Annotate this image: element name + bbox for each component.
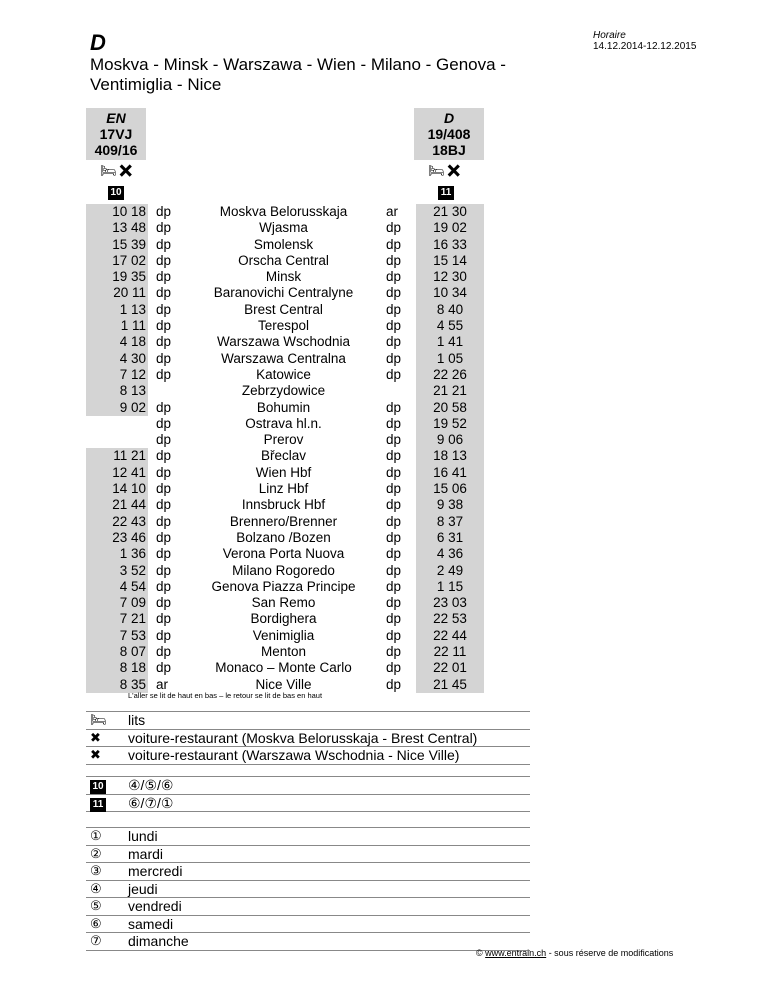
departure-time-right: 22 44 xyxy=(416,628,484,644)
action-left: dp xyxy=(156,481,172,497)
departure-time-right: 16 41 xyxy=(416,465,484,481)
departure-time-right: 6 31 xyxy=(416,530,484,546)
direction-note: L'aller se lit de haut en bas – le retour se lit de bas en haut xyxy=(128,691,323,700)
action-left: dp xyxy=(156,660,172,676)
train-left-number: 17VJ xyxy=(99,126,133,142)
action-right: dp xyxy=(386,252,402,268)
action-right: dp xyxy=(386,611,402,627)
days-badge-right xyxy=(438,182,454,200)
action-right: dp xyxy=(386,464,402,480)
station-name: Baranovichi Centralyne xyxy=(213,285,354,301)
station-name: Warszawa Wschodnia xyxy=(216,334,351,350)
legend-symbol-icon: ② xyxy=(90,845,102,861)
departure-time-right: 16 33 xyxy=(416,237,484,253)
legend-symbol xyxy=(90,777,106,794)
legend-symbol-icon: ⑤ xyxy=(90,898,102,913)
departure-time-left: 17 02 xyxy=(86,253,148,269)
action-left: dp xyxy=(156,448,172,464)
footer xyxy=(476,948,673,958)
train-right-type: D xyxy=(443,110,455,126)
station-name: Břeclav xyxy=(260,448,306,464)
action-right: ar xyxy=(386,204,399,219)
horaire-label: Horaire xyxy=(593,30,626,41)
legend-text: lundi xyxy=(128,828,158,844)
legend-symbol-icon: ① xyxy=(90,828,102,843)
legend-symbol xyxy=(90,795,106,812)
station-name: Linz Hbf xyxy=(258,481,309,497)
action-right: dp xyxy=(386,220,402,236)
action-right: dp xyxy=(386,350,402,366)
station-name: Bohumin xyxy=(256,399,311,415)
action-left: dp xyxy=(156,204,172,219)
action-left: dp xyxy=(156,497,172,513)
action-left: dp xyxy=(156,562,172,578)
station-name: Genova Piazza Principe xyxy=(211,578,356,594)
legend-text: voiture-restaurant (Warszawa Wschodnia - Nice Ville) xyxy=(128,747,460,763)
station-name: Orscha Central xyxy=(238,252,329,268)
departure-time-right: 19 02 xyxy=(416,220,484,236)
departure-time-right: 8 40 xyxy=(416,302,484,318)
legend-text: voiture-restaurant (Moskva Belorusskaja - Brest Central) xyxy=(128,729,478,746)
action-left: dp xyxy=(156,285,172,301)
departure-time-left: 8 35 xyxy=(86,677,148,693)
action-right: dp xyxy=(386,285,402,301)
action-left: dp xyxy=(156,366,172,382)
station-name: Wjasma xyxy=(259,220,308,236)
departure-time-left: 8 07 xyxy=(86,644,148,660)
departure-time-left: 10 18 xyxy=(86,204,148,220)
departure-time-right: 21 21 xyxy=(416,383,484,399)
departure-time-left: 20 11 xyxy=(86,285,148,301)
legend-row xyxy=(86,730,530,748)
departure-time-right: 18 13 xyxy=(416,448,484,464)
departure-time-left: 4 18 xyxy=(86,334,148,350)
departure-time-left: 21 44 xyxy=(86,497,148,513)
action-right: dp xyxy=(386,366,402,382)
action-right: dp xyxy=(386,318,402,334)
train-header-right xyxy=(414,108,484,160)
departure-time-left: 15 39 xyxy=(86,237,148,253)
horaire-period: 14.12.2014-12.12.2015 xyxy=(593,41,697,52)
footer-suffix: - sous réserve de modifications xyxy=(546,948,674,958)
departure-time-right: 20 58 xyxy=(416,400,484,416)
departure-time-left: 4 30 xyxy=(86,351,148,367)
legend-row xyxy=(86,828,530,846)
action-right: dp xyxy=(386,529,402,545)
departure-time-left: 1 36 xyxy=(86,546,148,562)
departure-time-right: 22 53 xyxy=(416,611,484,627)
departure-time-left: 7 21 xyxy=(86,611,148,627)
action-left: dp xyxy=(156,220,172,236)
legend-symbol-icon: ⑥ xyxy=(90,915,102,931)
action-right: dp xyxy=(386,481,402,497)
legend-symbol-icon: ③ xyxy=(90,863,102,878)
action-right: dp xyxy=(386,399,402,415)
departure-time-left: 4 54 xyxy=(86,579,148,595)
route-letter: D xyxy=(90,30,106,55)
train-left-number2: 409/16 xyxy=(94,142,138,158)
legend-symbol-icon: ④ xyxy=(90,880,102,896)
departure-time-left: 19 35 xyxy=(86,269,148,285)
sleeper-restaurant-icon: 🛏✖ xyxy=(428,163,464,178)
entrain-link[interactable]: www.entrain.ch xyxy=(485,948,547,958)
legend-row xyxy=(86,898,530,916)
station-name: Zebrzydowice xyxy=(241,383,326,399)
action-left: dp xyxy=(156,464,172,480)
legend-row xyxy=(86,933,530,951)
station-name: Milano Rogoredo xyxy=(232,562,335,578)
legend-services xyxy=(86,711,530,765)
station-name: Verona Porta Nuova xyxy=(222,546,345,562)
action-right: dp xyxy=(386,448,402,464)
action-right: dp xyxy=(386,578,402,594)
station-name: Brest Central xyxy=(244,301,323,317)
departure-time-left: 14 10 xyxy=(86,481,148,497)
departure-time-left: 12 41 xyxy=(86,465,148,481)
action-left: dp xyxy=(156,269,172,285)
departure-time-left: 1 11 xyxy=(86,318,148,334)
legend-row xyxy=(86,846,530,864)
legend-row xyxy=(86,916,530,934)
action-right: dp xyxy=(386,644,402,660)
action-right: dp xyxy=(386,595,402,611)
horaire-info xyxy=(593,30,696,52)
legend-row xyxy=(86,747,530,765)
badge-10-icon: 10 xyxy=(108,186,124,200)
departure-time-right: 10 34 xyxy=(416,285,484,301)
station-name: Minsk xyxy=(265,269,302,285)
train-right-number2: 18BJ xyxy=(432,142,466,158)
station-name: Nice Ville xyxy=(255,676,312,692)
departure-time-right: 8 37 xyxy=(416,514,484,530)
action-right: dp xyxy=(386,301,402,317)
action-left: dp xyxy=(156,399,172,415)
legend-symbol-icon: ⑦ xyxy=(90,933,102,948)
departure-time-left: 7 53 xyxy=(86,628,148,644)
station-name: Bolzano /Bozen xyxy=(236,529,331,545)
legend-text: lits xyxy=(128,712,146,728)
action-left: dp xyxy=(156,236,172,252)
station-name: Moskva Belorusskaja xyxy=(219,204,348,219)
days-badge-left xyxy=(108,182,124,200)
action-left: dp xyxy=(156,334,172,350)
station-name: Menton xyxy=(260,644,307,660)
station-name: Warszawa Centralna xyxy=(221,350,346,366)
action-left: dp xyxy=(156,529,172,545)
action-right: dp xyxy=(386,513,402,529)
departure-time-right: 21 45 xyxy=(416,677,484,693)
station-name: Smolensk xyxy=(253,236,314,252)
action-left: dp xyxy=(156,252,172,268)
station-name: Bordighera xyxy=(250,611,317,627)
action-right: dp xyxy=(386,497,402,513)
departure-time-right: 22 01 xyxy=(416,660,484,676)
departure-time-left: 11 21 xyxy=(86,448,148,464)
departure-time-left: 1 13 xyxy=(86,302,148,318)
departure-time-left: 7 12 xyxy=(86,367,148,383)
action-left: dp xyxy=(156,350,172,366)
train-right-number: 19/408 xyxy=(427,126,471,142)
action-left: dp xyxy=(156,318,172,334)
action-left: dp xyxy=(156,415,172,431)
departure-time-right: 4 55 xyxy=(416,318,484,334)
departure-time-right: 23 03 xyxy=(416,595,484,611)
action-right: dp xyxy=(386,660,402,676)
station-name: Terespol xyxy=(257,318,310,334)
legend-row xyxy=(86,712,530,730)
departure-time-left: 8 13 xyxy=(86,383,148,399)
departure-time-left: 23 46 xyxy=(86,530,148,546)
departure-time-right: 22 11 xyxy=(416,644,484,660)
departure-time-right: 9 06 xyxy=(416,432,484,448)
departure-time-left: 9 02 xyxy=(86,400,148,416)
legend-text: samedi xyxy=(128,915,174,932)
departure-time-right: 19 52 xyxy=(416,416,484,432)
legend-symbol-icon: ✖ xyxy=(90,729,101,745)
action-right: dp xyxy=(386,432,402,448)
station-name: San Remo xyxy=(251,595,316,611)
legend-text: jeudi xyxy=(128,880,158,897)
days-badge-icon: 11 xyxy=(90,798,106,812)
legend-text: ⑥/⑦/① xyxy=(128,794,174,811)
action-left: ar xyxy=(156,676,169,692)
action-right: dp xyxy=(386,334,402,350)
station-name: Katowice xyxy=(256,366,311,382)
departure-time-right: 15 14 xyxy=(416,253,484,269)
action-left: dp xyxy=(156,627,172,643)
train-left-type: EN xyxy=(106,110,126,126)
departure-time-right: 22 26 xyxy=(416,367,484,383)
legend-text: vendredi xyxy=(128,898,182,914)
departure-time-left: 22 43 xyxy=(86,514,148,530)
departure-time-right: 4 36 xyxy=(416,546,484,562)
station-name: Ostrava hl.n. xyxy=(245,415,322,431)
route-title: Moskva - Minsk - Warszawa - Wien - Milano - Genova - Ventimiglia - Nice xyxy=(90,55,506,94)
legend-row xyxy=(86,863,530,881)
departure-time-right: 2 49 xyxy=(416,563,484,579)
departure-time-right: 1 05 xyxy=(416,351,484,367)
action-right: dp xyxy=(386,562,402,578)
legend-symbol-icon: ✖ xyxy=(90,747,101,762)
legend-row xyxy=(86,777,530,795)
legend-symbol-icon: 🛏 xyxy=(90,712,107,727)
action-left: dp xyxy=(156,644,172,660)
station-name: Prerov xyxy=(263,432,304,448)
departure-time-right: 15 06 xyxy=(416,481,484,497)
action-right: dp xyxy=(386,236,402,252)
action-right: dp xyxy=(386,546,402,562)
legend-text: mardi xyxy=(128,845,164,862)
action-left: dp xyxy=(156,301,172,317)
departure-time-left: 7 09 xyxy=(86,595,148,611)
legend-text: dimanche xyxy=(128,933,189,949)
legend-row xyxy=(86,795,530,813)
action-right: dp xyxy=(386,676,402,692)
badge-11-icon: 11 xyxy=(438,186,454,200)
legend-weekdays xyxy=(86,827,530,951)
legend-text: ④/⑤/⑥ xyxy=(128,777,174,793)
action-left: dp xyxy=(156,513,172,529)
station-name: Wien Hbf xyxy=(255,464,312,480)
action-left: dp xyxy=(156,578,172,594)
days-badge-icon: 10 xyxy=(90,780,106,794)
station-name: Venimiglia xyxy=(252,627,315,643)
departure-time-right: 1 41 xyxy=(416,334,484,350)
departure-time-right: 9 38 xyxy=(416,497,484,513)
train-header-left xyxy=(86,108,146,160)
departure-time-right: 21 30 xyxy=(416,204,484,220)
action-left: dp xyxy=(156,595,172,611)
station-name: Innsbruck Hbf xyxy=(241,497,326,513)
action-left: dp xyxy=(156,432,172,448)
copyright-icon: © xyxy=(476,948,483,958)
action-left: dp xyxy=(156,611,172,627)
station-name: Brennero/Brenner xyxy=(229,513,338,529)
departure-time-right: 1 15 xyxy=(416,579,484,595)
station-name: Monaco – Monte Carlo xyxy=(215,660,352,676)
legend-row xyxy=(86,881,530,899)
action-right: dp xyxy=(386,627,402,643)
departure-time-left: 3 52 xyxy=(86,563,148,579)
legend-text: mercredi xyxy=(128,863,183,879)
action-left: dp xyxy=(156,546,172,562)
departure-time-left: 13 48 xyxy=(86,220,148,236)
departure-time-left: 8 18 xyxy=(86,660,148,676)
action-right: dp xyxy=(386,269,402,285)
sleeper-restaurant-icon: 🛏✖ xyxy=(100,163,136,178)
departure-time-right: 12 30 xyxy=(416,269,484,285)
legend-days-run xyxy=(86,776,530,812)
action-right: dp xyxy=(386,415,402,431)
